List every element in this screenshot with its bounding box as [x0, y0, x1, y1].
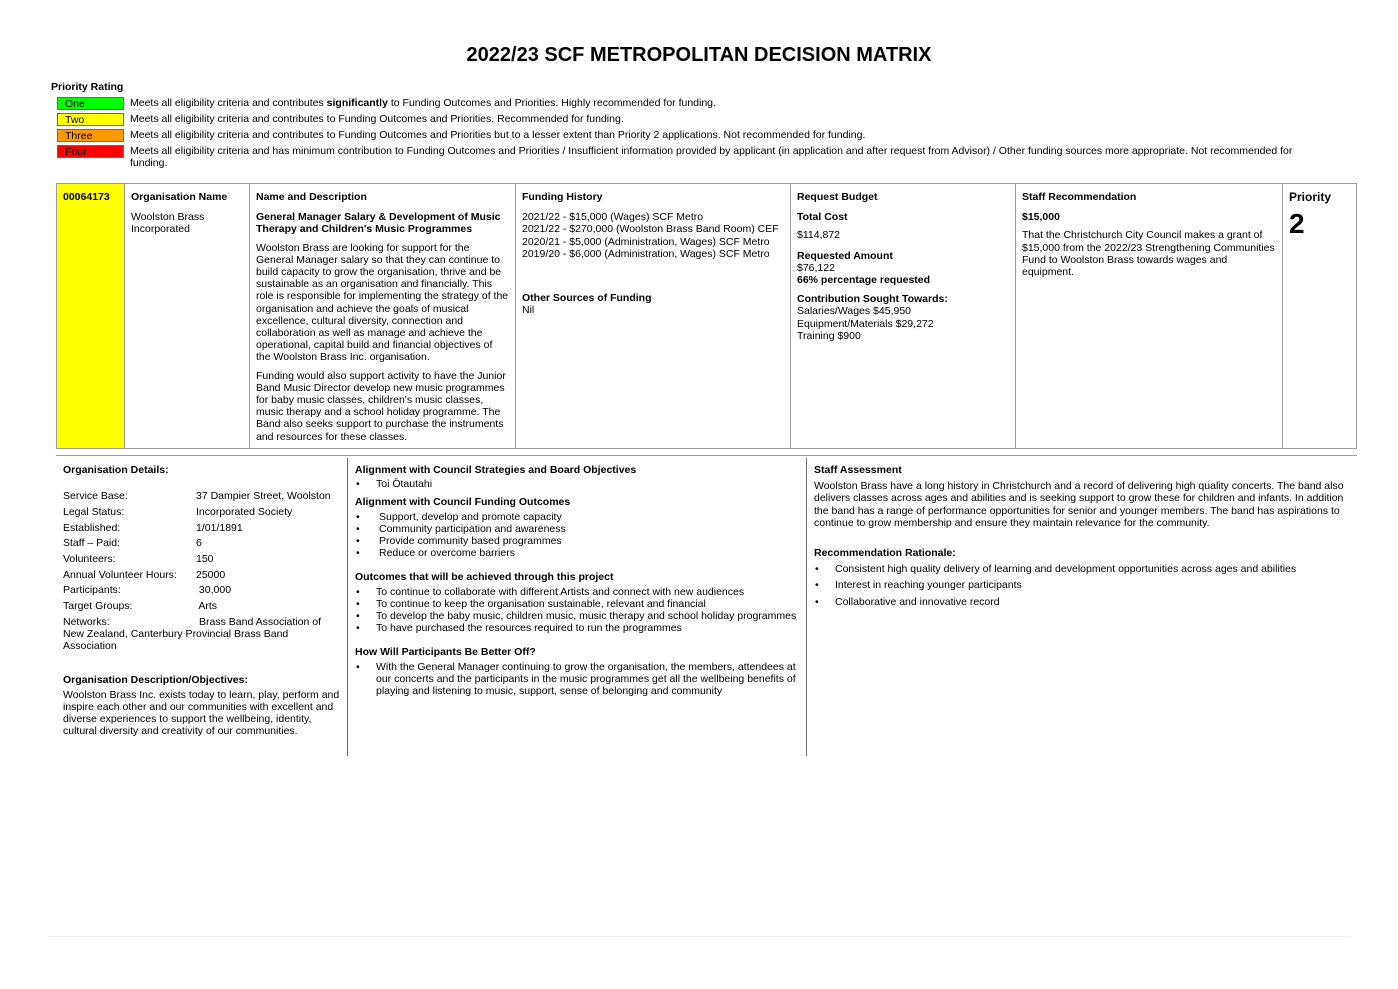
detail-row: Target Groups: Arts [63, 600, 218, 613]
contribution-item: Salaries/Wages $45,950 [797, 305, 912, 318]
organisation-details-column [56, 458, 348, 756]
org-description-heading: Organisation Description/Objectives: [63, 674, 248, 687]
priority-one-text: Meets all eligibility criteria and contributes significantly to Funding Outcomes and Priorities. Highly recommended for funding. [130, 97, 716, 109]
detail-row: Legal Status: Incorporated Society [63, 505, 293, 518]
detail-row: Staff – Paid: 6 [63, 537, 202, 550]
requested-amount-label: Requested Amount [797, 249, 893, 262]
staff-recommendation-text: That the Christchurch City Council makes a grant of $15,000 from the 2022/23 Strengthening Communities Fund to Woolston Brass towards wages and equipment. [1022, 229, 1275, 279]
staff-assessment-heading: Staff Assessment [814, 464, 902, 476]
org-name: Woolston Brass Incorporated [131, 211, 205, 236]
application-id-cell [57, 184, 125, 448]
name-description-cell [250, 184, 516, 448]
detail-row: Participants: 30,000 [63, 584, 232, 597]
rationale-list [814, 563, 1351, 608]
rationale-heading: Recommendation Rationale: [814, 547, 956, 560]
priority-legend [57, 97, 1307, 172]
list-item: • Support, develop and promote capacity [355, 511, 800, 523]
list-item: • Interest in reaching younger participants [814, 579, 1351, 591]
funding-outcomes-list [355, 511, 800, 560]
list-item: • Community participation and awareness [355, 523, 800, 535]
contribution-label: Contribution Sought Towards: [797, 293, 948, 306]
assessment-column [807, 458, 1357, 756]
legend-row-two [57, 113, 1307, 126]
contribution-item: Training $900 [797, 329, 861, 342]
list-item: • Provide community based programmes [355, 535, 800, 547]
list-item: • Collaborative and innovative record [814, 596, 1351, 608]
project-title: General Manager Salary & Development of Music Therapy and Children's Music Programmes [256, 211, 501, 236]
section-divider [56, 455, 1357, 456]
other-sources-header: Other Sources of Funding [522, 292, 652, 305]
org-details-heading: Organisation Details: [63, 464, 169, 476]
funding-history-item: 2020/21 - $5,000 (Administration, Wages) SCF Metro [522, 235, 770, 248]
detail-row: Annual Volunteer Hours: 25000 [63, 568, 226, 581]
funding-history-cell [516, 184, 791, 448]
legend-row-three [57, 129, 1307, 142]
org-description-text: Woolston Brass Inc. exists today to learn, play, perform and inspire each other and our communities with excellent and diverse experiences to support the wellbeing, identity, cultural diversity and creativity of our communities. [63, 688, 340, 738]
legend-row-one [57, 97, 1307, 110]
page-title: 2022/23 SCF METROPOLITAN DECISION MATRIX [466, 44, 932, 66]
staff-recommendation-cell [1016, 184, 1283, 448]
name-description-header: Name and Description [256, 191, 367, 203]
project-outcomes-list [355, 586, 800, 635]
staff-recommendation-amount: $15,000 [1022, 211, 1060, 224]
total-cost: $114,872 [797, 229, 841, 242]
priority-three-text: Meets all eligibility criteria and contributes to Funding Outcomes and Priorities but to a lesser extent than Priority 2 applications. Not recommended for funding. [130, 129, 866, 141]
page-footer-rule [48, 936, 1351, 937]
priority-two-swatch: Two [57, 113, 124, 126]
detail-row: Service Base: 37 Dampier Street, Woolston [63, 490, 331, 503]
priority-value: 2 [1289, 208, 1305, 240]
details-section [56, 458, 1357, 756]
funding-outcomes-heading: Alignment with Council Funding Outcomes [355, 496, 571, 509]
requested-amount: $76,122 [797, 261, 835, 274]
other-sources: Nil [522, 304, 535, 317]
contribution-item: Equipment/Materials $29,272 [797, 317, 934, 330]
networks-row: Networks: Brass Band Association of New Zealand, Canterbury Provincial Brass Band Association [63, 615, 321, 653]
list-item: • To continue to collaborate with different Artists and connect with new audiences [355, 586, 800, 598]
priority-rating-heading: Priority Rating [51, 81, 124, 93]
better-off-list [355, 661, 800, 698]
funding-history-item: 2019/20 - $6,000 (Administration, Wages) SCF Metro [522, 247, 770, 260]
org-name-header: Organisation Name [131, 191, 228, 203]
priority-one-swatch: One [57, 97, 124, 110]
staff-recommendation-header: Staff Recommendation [1022, 191, 1137, 203]
priority-cell [1283, 184, 1356, 448]
list-item: • To develop the baby music, children music, music therapy and school holiday programmes [355, 610, 800, 622]
detail-row: Volunteers: 150 [63, 552, 214, 565]
priority-four-text: Meets all eligibility criteria and has minimum contribution to Funding Outcomes and Priorities / Insufficient information provided by applicant (in application and after request from Advisor) / Other funding sources more appropriate. Not recommended for funding. [130, 145, 1293, 170]
strategies-list [355, 478, 800, 490]
percentage-requested: 66% percentage requested [797, 274, 931, 287]
priority-header: Priority [1289, 190, 1332, 204]
priority-three-swatch: Three [57, 129, 124, 142]
strategies-heading: Alignment with Council Strategies and Board Objectives [355, 464, 637, 476]
funding-history-item: 2021/22 - $15,000 (Wages) SCF Metro [522, 211, 704, 224]
project-description-2: Funding would also support activity to have the Junior Band Music Director develop new music programmes for baby music classes, children's music classes, music therapy and a school holiday programme. The Band also seeks support to purchase the instruments and resources for these classes. [256, 369, 506, 443]
list-item: • With the General Manager continuing to grow the organisation, the members, attendees at our concerts and the participants in the music programmes get all the wellbeing benefits of playing and listening to music, support, sense of belonging and community [355, 661, 800, 698]
priority-two-text: Meets all eligibility criteria and contributes to Funding Outcomes and Priorities. Recommended for funding. [130, 113, 624, 125]
priority-four-swatch: Four [57, 145, 124, 158]
alignment-column [348, 458, 807, 756]
application-id: 00064173 [63, 191, 110, 203]
list-item: • To continue to keep the organisation sustainable, relevant and financial [355, 598, 800, 610]
decision-matrix-row [56, 183, 1357, 449]
total-cost-label: Total Cost [797, 211, 848, 224]
list-item: • Consistent high quality delivery of learning and development opportunities across ages and abilities [814, 563, 1351, 575]
request-budget-header: Request Budget [797, 191, 878, 203]
org-details-list [63, 490, 341, 652]
staff-assessment-text: Woolston Brass have a long history in Christchurch and a record of delivering high quality concerts. The band also delivers classes across ages and abilities and is seeking support to grow these for children and infants. In addition the band has a range of performance opportunities for senior and younger members. The band has aspirations to continue to grow membership and ensure they maintain relevance for the community. [814, 480, 1344, 529]
list-item: • To have purchased the resources required to run the programmes [355, 622, 800, 634]
funding-history-header: Funding History [522, 191, 603, 203]
request-budget-cell [791, 184, 1016, 448]
better-off-heading: How Will Participants Be Better Off? [355, 646, 536, 659]
org-name-cell [125, 184, 250, 448]
funding-history-item: 2021/22 - $270,000 (Woolston Brass Band Room) CEF [522, 223, 779, 236]
project-description-1: Woolston Brass are looking for support for the General Manager salary so that they can continue to build capacity to grow the organisation, thrive and be sustainable as an organisation and financially. This role is responsible for implementing the strategy of the organisation and achieve the goals of musical excellence, cultural diversity, connection and collaboration as well as manage and achieve the operational, capital build and financial objectives of the Woolston Brass Inc. organisation. [256, 241, 509, 364]
project-outcomes-heading: Outcomes that will be achieved through this project [355, 571, 614, 584]
list-item: • Reduce or overcome barriers [355, 547, 800, 559]
legend-row-four [57, 145, 1307, 169]
list-item: • Toi Ōtautahi [355, 478, 800, 490]
detail-row: Established: 1/01/1891 [63, 521, 243, 534]
